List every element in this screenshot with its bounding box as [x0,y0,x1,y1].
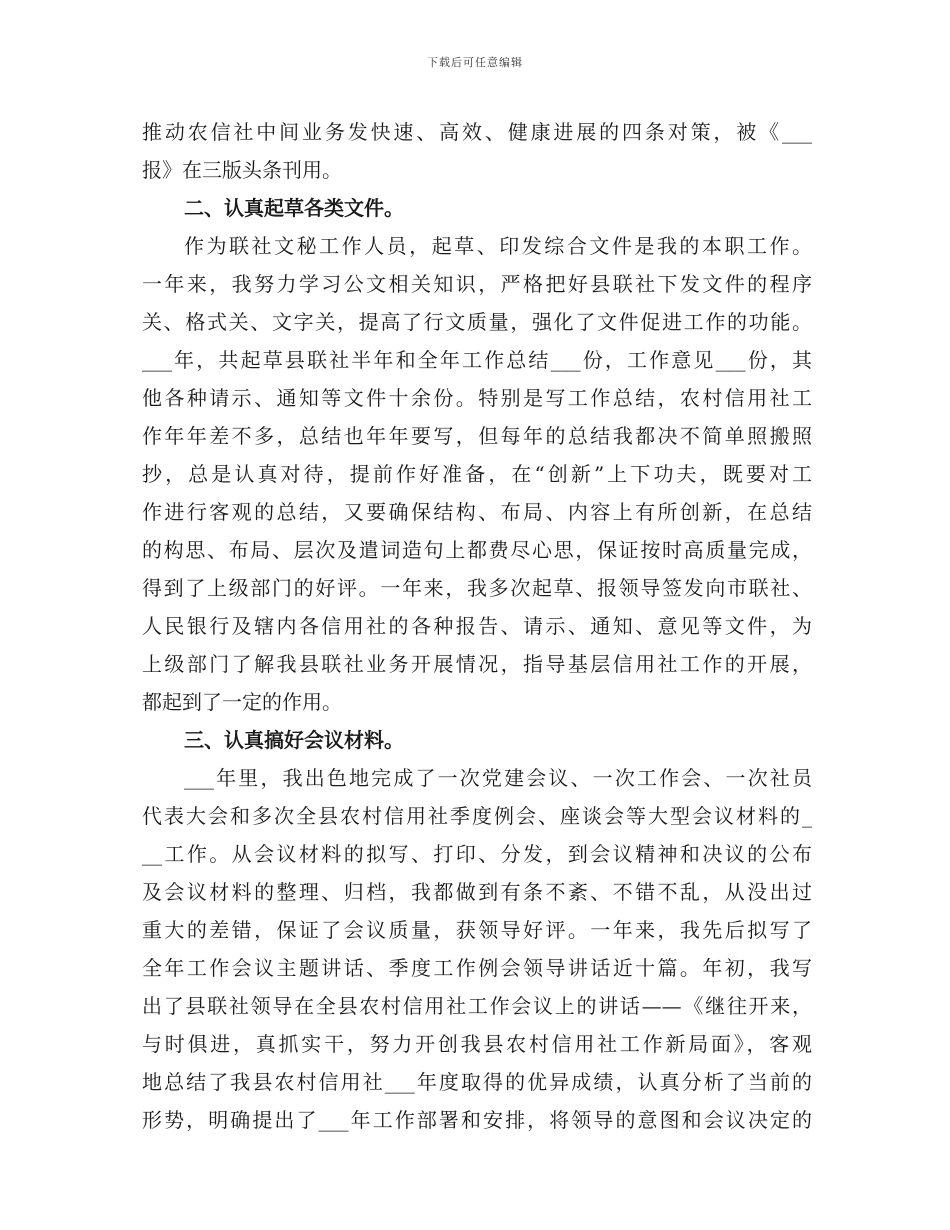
paragraph-line: __工作。从会议材料的拟写、打印、分发，到会议精神和决议的公布 [142,842,812,866]
paragraph-line: 重大的差错，保证了会议质量，获领导好评。一年来，我先后拟写了 [142,918,812,942]
paragraph-line: 抄，总是认真对待，提前作好准备，在“创新”上下功夫，既要对工 [142,462,812,486]
paragraph-line: 及会议材料的整理、归档，我都做到有条不紊、不错不乱，从没出过 [142,880,812,904]
paragraph-line: 一年来，我努力学习公文相关知识，严格把好县联社下发文件的程序 [142,272,812,296]
paragraph-line: 人民银行及辖内各信用社的各种报告、请示、通知、意见等文件，为 [142,614,812,638]
paragraph-line: 与时俱进，真抓实干，努力开创我县农村信用社工作新局面》，客观 [142,1032,812,1056]
paragraph-line: 推动农信社中间业务发快速、高效、健康进展的四条对策，被《___ [142,120,812,144]
paragraph-line: ___年里，我出色地完成了一次党建会议、一次工作会、一次社员 [184,766,812,790]
paragraph-line: 得到了上级部门的好评。一年来，我多次起草、报领导签发向市联社、 [142,576,812,600]
paragraph-line: 作为联社文秘工作人员，起草、印发综合文件是我的本职工作。 [184,234,812,258]
paragraph-line: 作年年差不多，总结也年年要写，但每年的总结我都决不简单照搬照 [142,424,812,448]
paragraph-line: 作进行客观的总结，又要确保结构、布局、内容上有所创新，在总结 [142,500,812,524]
section-heading: 三、认真搞好会议材料。 [184,728,404,752]
paragraph-line: 都起到了一定的作用。 [142,690,342,714]
section-heading: 二、认真起草各类文件。 [184,196,404,220]
paragraph-line: 地总结了我县农村信用社___年度取得的优异成绩，认真分析了当前的 [142,1070,812,1094]
paragraph-line: 全年工作会议主题讲话、季度工作例会领导讲话近十篇。年初，我写 [142,956,812,980]
paragraph-line: 他各种请示、通知等文件十余份。特别是写工作总结，农村信用社工 [142,386,812,410]
paragraph-line: 的构思、布局、层次及遣词造句上都费尽心思，保证按时高质量完成， [142,538,812,562]
paragraph-line: 上级部门了解我县联社业务开展情况，指导基层信用社工作的开展， [142,652,812,676]
paragraph-line: 代表大会和多次全县农村信用社季度例会、座谈会等大型会议材料的_ [142,804,812,828]
document-body [142,113,812,1139]
page-header: 下载后可任意编辑 [427,56,523,69]
paragraph-line: 出了县联社领导在全县农村信用社工作会议上的讲话——《继往开来， [142,994,812,1018]
paragraph-line: 关、格式关、文字关，提高了行文质量，强化了文件促进工作的功能。 [142,310,812,334]
paragraph-line: 报》在三版头条刊用。 [142,158,342,182]
paragraph-line: ___年，共起草县联社半年和全年工作总结___份，工作意见___份，其 [142,348,812,372]
paragraph-line: 形势，明确提出了___年工作部署和安排，将领导的意图和会议决定的 [142,1108,812,1132]
